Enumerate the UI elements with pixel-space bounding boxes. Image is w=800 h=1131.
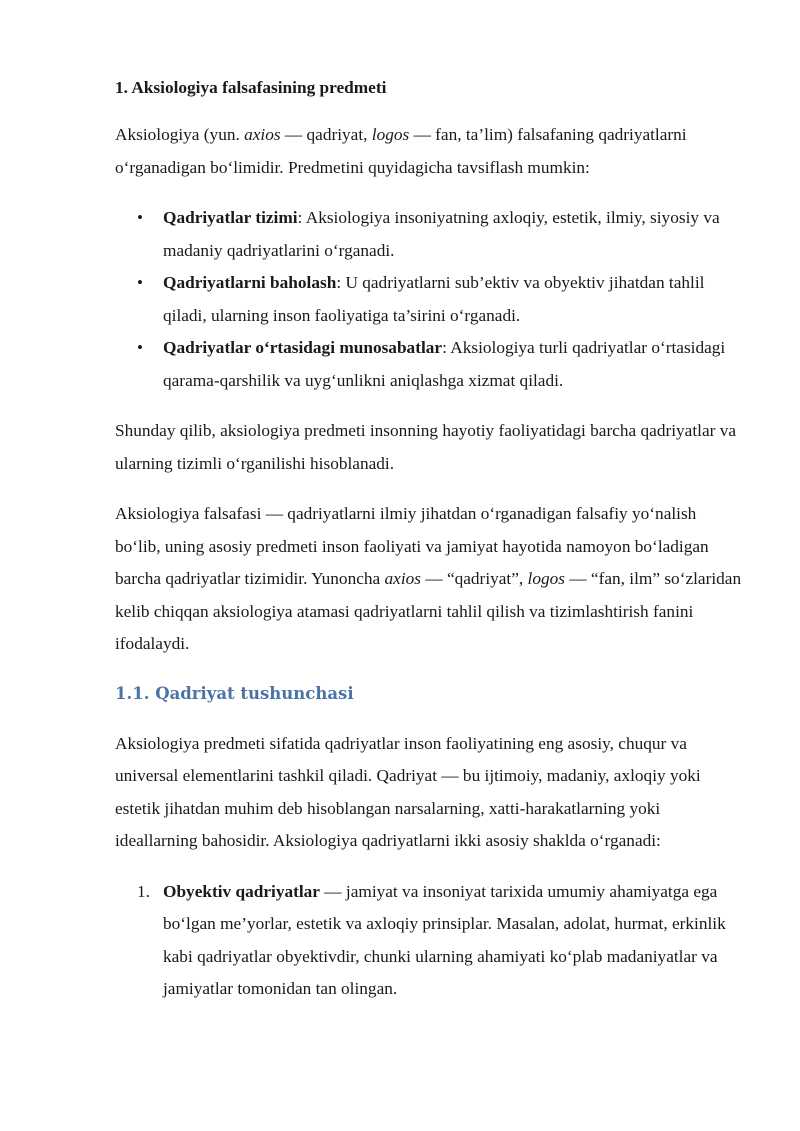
list-number: 1.: [137, 881, 150, 901]
para2-text-3: — “fan, ilm” so‘zlaridan kelib chiqqan aksiologiya atamasi qadriyatlarni tahlil qilish va tizimlashtirish fanini ifodalaydi.: [115, 569, 742, 653]
para2-logos: logos: [527, 569, 565, 588]
bullet-text: : U qadriyatlarni sub’ektiv va obyektiv jihatdan tahlil qiladi, ularning inson faoliyatiga ta’sirini o‘rganadi.: [163, 273, 705, 325]
numbered-text: — jamiyat va insoniyat tarixida umumiy ahamiyatga ega bo‘lgan me’yorlar, estetik va axloqiy prinsiplar. Masalan, adolat, hurmat, erkinlik kabi qadriyatlar obyektivdir, chunki ularning ahamiyati ko‘plab madaniyatlar va jamiyatlar tomonidan tan olingan.: [163, 881, 726, 998]
list-item: [163, 267, 745, 332]
intro-text-3: — fan, ta’lim) falsafaning qadriyatlarni o‘rganadigan bo‘limidir. Predmetini quyidagicha tavsiflash mumkin:: [115, 125, 687, 177]
intro-paragraph: [115, 119, 745, 184]
para2-axios: axios: [384, 569, 422, 588]
bullet-text: : Aksiologiya insoniyatning axloqiy, estetik, ilmiy, siyosiy va madaniy qadriyatlarini o‘rganadi.: [163, 208, 720, 260]
list-item: [163, 202, 745, 267]
bullet-term: Qadriyatlar tizimi: [163, 208, 298, 227]
subsection-heading: 1.1. Qadriyat tushunchasi: [115, 683, 354, 703]
bullet-text: : Aksiologiya turli qadriyatlar o‘rtasidagi qarama-qarshilik va uyg‘unlikni aniqlashga xizmat qiladi.: [163, 338, 726, 390]
definition-paragraph: [115, 498, 745, 661]
document-page: [115, 74, 745, 1006]
intro-logos: logos: [371, 125, 410, 144]
intro-axios: axios: [244, 125, 281, 144]
para2-text-2: — “qadriyat”,: [421, 569, 528, 588]
values-paragraph: Aksiologiya predmeti sifatida qadriyatlar inson faoliyatining eng asosiy, chuqur va universal elementlarini tashkil qiladi. Qadriyat — bu ijtimoiy, madaniy, axloqiy yoki estetik jihatdan muhim deb hisoblangan narsalarning, xatti-harakatlarning yoki ideallarning bahosidir. Aksiologiya qadriyatlarni ikki asosiy shaklda o‘rganadi:: [115, 733, 701, 850]
list-item: [137, 876, 745, 1006]
intro-text-2: — qadriyat,: [280, 125, 372, 144]
section-heading: 1. Aksiologiya falsafasining predmeti: [115, 78, 387, 97]
list-item: [163, 332, 745, 397]
bullet-list: [115, 202, 745, 397]
numbered-list: [115, 876, 745, 1006]
bullet-term: Qadriyatlar o‘rtasidagi munosabatlar: [163, 338, 443, 357]
para2-text-1: Aksiologiya falsafasi — qadriyatlarni ilmiy jihatdan o‘rganadigan falsafiy yo‘nalish bo‘lib, uning asosiy predmeti inson faoliyati va jamiyat hayotida namoyon bo‘ladigan barcha qadriyatlar tizimidir. Yunoncha: [115, 504, 709, 588]
numbered-term: Obyektiv qadriyatlar: [163, 881, 320, 901]
bullet-term: Qadriyatlarni baholash: [163, 273, 337, 292]
intro-text-1: Aksiologiya (yun.: [115, 125, 245, 144]
summary-paragraph: Shunday qilib, aksiologiya predmeti insonning hayotiy faoliyatidagi barcha qadriyatlar va ularning tizimli o‘rganilishi hisoblanadi.: [115, 421, 737, 473]
